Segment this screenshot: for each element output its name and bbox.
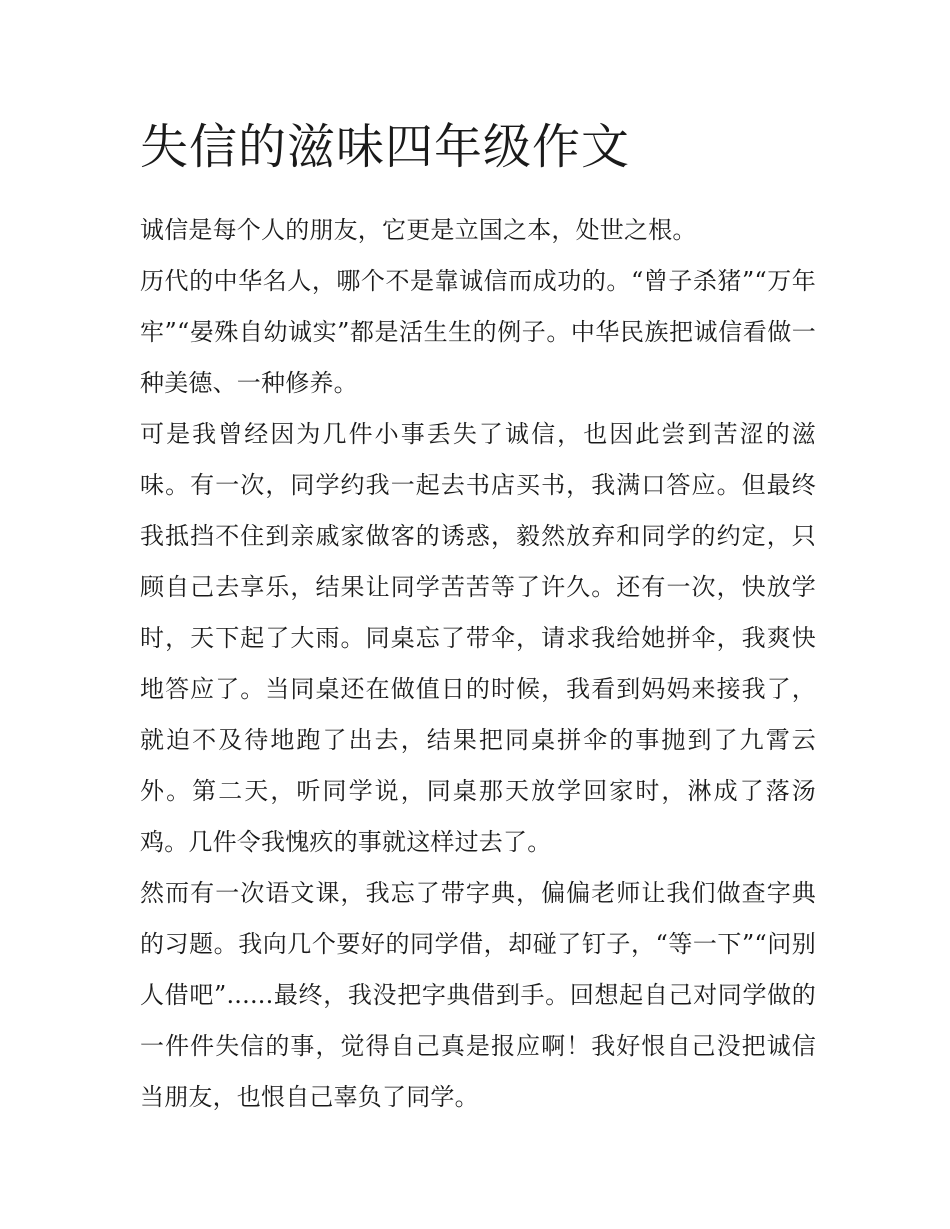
document-body bbox=[140, 205, 816, 1123]
document-title: 失信的滋味四年级作文 bbox=[140, 119, 631, 175]
paragraph-4: 然而有一次语文课，我忘了带字典，偏偏老师让我们做查字典的习题。我向几个要好的同学借，却碰了钉子，“等一下”“问别人借吧”......最终，我没把字典借到手。回想起自己对同学做的一件件失信的事，觉得自己真是报应啊！我好恨自己没把诚信当朋友，也恨自己辜负了同学。 bbox=[140, 879, 816, 1111]
paragraph-3: 可是我曾经因为几件小事丢失了诚信，也因此尝到苦涩的滋味。有一次，同学约我一起去书店买书，我满口答应。但最终我抵挡不住到亲戚家做客的诱惑，毅然放弃和同学的约定，只顾自己去享乐，结果让同学苦苦等了许久。还有一次，快放学时，天下起了大雨。同桌忘了带伞，请求我给她拼伞，我爽快地答应了。当同桌还在做值日的时候，我看到妈妈来接我了，就迫不及待地跑了出去，结果把同桌拼伞的事抛到了九霄云外。第二天，听同学说，同桌那天放学回家时，淋成了落汤鸡。几件令我愧疚的事就这样过去了。 bbox=[140, 420, 816, 856]
document-page bbox=[140, 118, 816, 1123]
paragraph-1: 诚信是每个人的朋友，它更是立国之本，处世之根。 bbox=[140, 216, 697, 244]
paragraph-2: 历代的中华名人，哪个不是靠诚信而成功的。“曾子杀猪”“万年牢”“晏殊自幼诚实”都是活生生的例子。中华民族把诚信看做一种美德、一种修养。 bbox=[140, 267, 816, 397]
